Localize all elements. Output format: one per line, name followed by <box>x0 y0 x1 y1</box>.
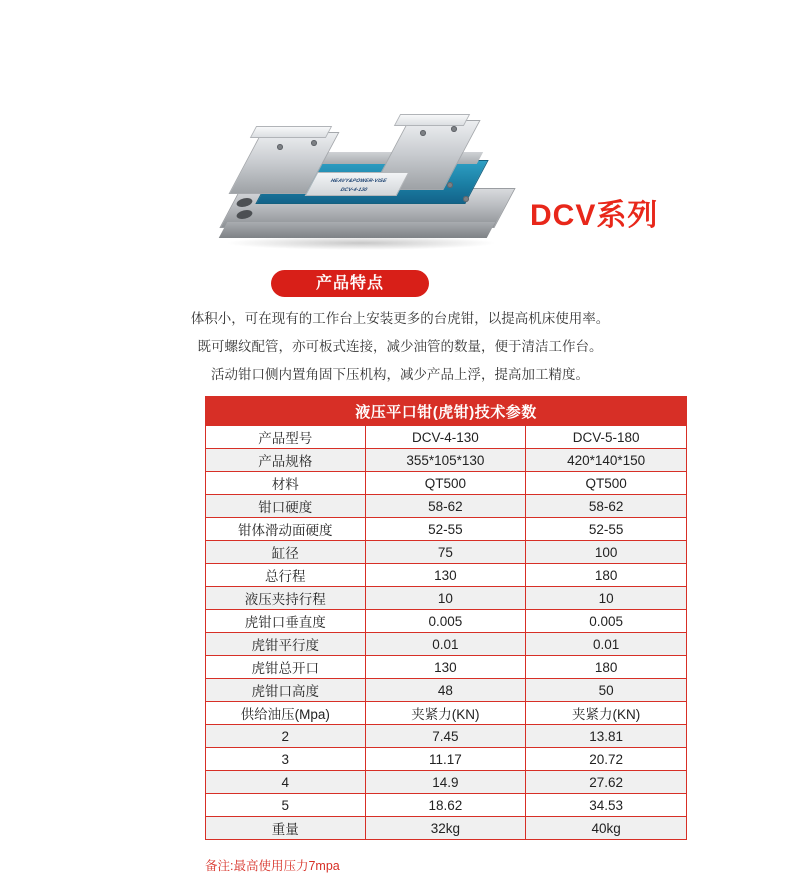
row-value-col2: 20.72 <box>526 748 687 771</box>
table-row <box>206 518 687 541</box>
row-value-col2: 13.81 <box>526 725 687 748</box>
row-value-col1: 7.45 <box>365 725 526 748</box>
series-title: DCV系列 <box>530 199 659 232</box>
feature-line: 既可螺纹配管，亦可板式连接，减少油管的数量，便于清洁工作台。 <box>197 339 603 354</box>
table-row <box>206 426 687 449</box>
row-value-col2: 100 <box>526 541 687 564</box>
row-value-col2: 夹紧力(KN) <box>526 702 687 725</box>
vise-bolt-6 <box>463 196 469 202</box>
table-row <box>206 794 687 817</box>
row-label: 虎钳口高度 <box>206 679 366 702</box>
row-value-col2: 40kg <box>526 817 687 840</box>
row-value-col1: 32kg <box>365 817 526 840</box>
vise-bolt-3 <box>420 130 426 136</box>
hero-section <box>0 0 800 262</box>
product-image-hydraulic-vise <box>215 110 515 255</box>
row-label: 供给油压(Mpa) <box>206 702 366 725</box>
row-value-col2: 0.01 <box>526 633 687 656</box>
table-row <box>206 702 687 725</box>
row-value-col2: 27.62 <box>526 771 687 794</box>
row-label: 钳口硬度 <box>206 495 366 518</box>
row-value-col1: 130 <box>365 656 526 679</box>
table-row <box>206 771 687 794</box>
row-value-col2: 34.53 <box>526 794 687 817</box>
row-value-col1: 52-55 <box>365 518 526 541</box>
vise-brand-label-line1: HEAVY&POWER-VISE <box>329 178 389 184</box>
product-features-list <box>0 305 800 389</box>
row-value-col1: 48 <box>365 679 526 702</box>
vise-bolt-2 <box>311 140 317 146</box>
row-value-col1: 0.01 <box>365 633 526 656</box>
row-label: 总行程 <box>206 564 366 587</box>
row-label: 缸径 <box>206 541 366 564</box>
table-row <box>206 610 687 633</box>
row-label: 2 <box>206 725 366 748</box>
row-label: 虎钳口垂直度 <box>206 610 366 633</box>
row-value-col1: 18.62 <box>365 794 526 817</box>
row-label: 虎钳平行度 <box>206 633 366 656</box>
row-label: 钳体滑动面硬度 <box>206 518 366 541</box>
row-value-col1: 130 <box>365 564 526 587</box>
row-value-col1: QT500 <box>365 472 526 495</box>
table-title-row <box>206 397 687 426</box>
row-label: 材料 <box>206 472 366 495</box>
table-row <box>206 564 687 587</box>
table-row <box>206 541 687 564</box>
table-row <box>206 472 687 495</box>
row-value-col1: 355*105*130 <box>365 449 526 472</box>
vise-bolt-5 <box>447 182 453 188</box>
vise-bolt-4 <box>451 126 457 132</box>
row-value-col1: DCV-4-130 <box>365 426 526 449</box>
row-label: 液压夹持行程 <box>206 587 366 610</box>
row-value-col1: 14.9 <box>365 771 526 794</box>
row-value-col2: 420*140*150 <box>526 449 687 472</box>
table-row <box>206 449 687 472</box>
table-row <box>206 725 687 748</box>
vise-brand-label-line2: DCV-4-130 <box>338 187 369 193</box>
table-footnote: 备注:最高使用压力7mpa <box>205 859 340 873</box>
table-row <box>206 587 687 610</box>
row-value-col2: 50 <box>526 679 687 702</box>
table-row <box>206 495 687 518</box>
row-label: 产品型号 <box>206 426 366 449</box>
product-shadow <box>225 236 497 250</box>
vise-bolt-1 <box>277 144 283 150</box>
row-value-col1: 夹紧力(KN) <box>365 702 526 725</box>
table-row <box>206 748 687 771</box>
table-row <box>206 679 687 702</box>
row-label: 3 <box>206 748 366 771</box>
feature-line: 活动钳口侧内置角固下压机构，减少产品上浮，提高加工精度。 <box>211 367 589 382</box>
table-title: 液压平口钳(虎钳)技术参数 <box>206 397 687 426</box>
table-row <box>206 656 687 679</box>
row-label: 4 <box>206 771 366 794</box>
feature-line: 体积小，可在现有的工作台上安装更多的台虎钳，以提高机床使用率。 <box>190 311 610 326</box>
row-label: 产品规格 <box>206 449 366 472</box>
row-value-col2: DCV-5-180 <box>526 426 687 449</box>
row-label: 重量 <box>206 817 366 840</box>
row-value-col2: QT500 <box>526 472 687 495</box>
row-value-col1: 0.005 <box>365 610 526 633</box>
row-value-col2: 0.005 <box>526 610 687 633</box>
table-row <box>206 633 687 656</box>
table-head <box>206 397 687 426</box>
row-value-col1: 10 <box>365 587 526 610</box>
row-label: 5 <box>206 794 366 817</box>
row-value-col1: 75 <box>365 541 526 564</box>
row-value-col2: 10 <box>526 587 687 610</box>
row-value-col1: 11.17 <box>365 748 526 771</box>
product-features-heading: 产品特点 <box>271 270 429 297</box>
technical-parameters-table <box>205 396 687 840</box>
row-value-col2: 52-55 <box>526 518 687 541</box>
vise-brand-label <box>305 172 410 196</box>
table-body <box>206 426 687 840</box>
row-value-col2: 58-62 <box>526 495 687 518</box>
table-row <box>206 817 687 840</box>
row-value-col2: 180 <box>526 656 687 679</box>
row-label: 虎钳总开口 <box>206 656 366 679</box>
vise-jaw-right-cap <box>394 114 470 126</box>
vise-jaw-left-cap <box>250 126 332 138</box>
row-value-col1: 58-62 <box>365 495 526 518</box>
vise-base-front <box>219 222 496 238</box>
row-value-col2: 180 <box>526 564 687 587</box>
